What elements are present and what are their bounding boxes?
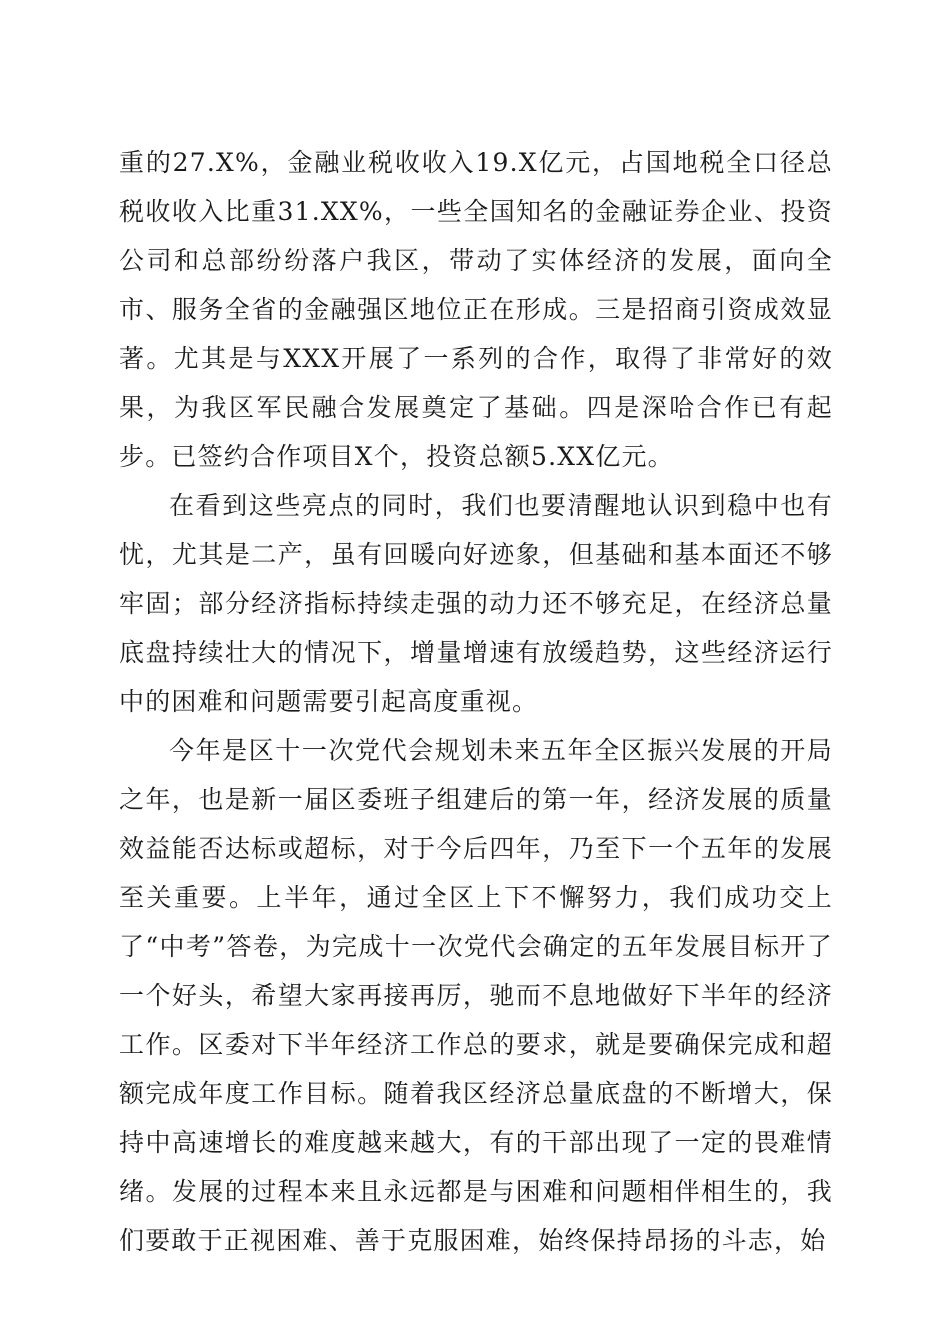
paragraph-outlook: 今年是区十一次党代会规划未来五年全区振兴发展的开局之年，也是新一届区委班子组建后的第一年，经济发展的质量效益能否达标或超标，对于今后四年，乃至下一个五年的发展至关重要。上半年，通过全区上下不懈努力，我们成功交上了“中考”答卷，为完成十一次党代会确定的五年发展目标开了一个好头，希望大家再接再厉，驰而不息地做好下半年的经济工作。区委对下半年经济工作总的要求，就是要确保完成和超额完成年度工作目标。随着我区经济总量底盘的不断增大，保持中高速增长的难度越来越大，有的干部出现了一定的畏难情绪。发展的过程本来且永远都是与困难和问题相伴相生的，我们要敢于正视困难、善于克服困难，始终保持昂扬的斗志，始 (119, 736, 833, 1255)
paragraph-continuation: 重的27.X%，金融业税收收入19.X亿元，占国地税全口径总税收收入比重31.XX%，一些全国知名的金融证券企业、投资公司和总部纷纷落户我区，带动了实体经济的发展，面向全市、服务全省的金融强区地位正在形成。三是招商引资成效显著。尤其是与XXX开展了一系列的合作，取得了非常好的效果，为我区军民融合发展奠定了基础。四是深哈合作已有起步。已签约合作项目X个，投资总额5.XX亿元。 (119, 148, 833, 471)
document-body (119, 138, 833, 1265)
paragraph-concerns: 在看到这些亮点的同时，我们也要清醒地认识到稳中也有忧，尤其是二产，虽有回暖向好迹象，但基础和基本面还不够牢固；部分经济指标持续走强的动力还不够充足，在经济总量底盘持续壮大的情况下，增量增速有放缓趋势，这些经济运行中的困难和问题需要引起高度重视。 (119, 491, 833, 716)
